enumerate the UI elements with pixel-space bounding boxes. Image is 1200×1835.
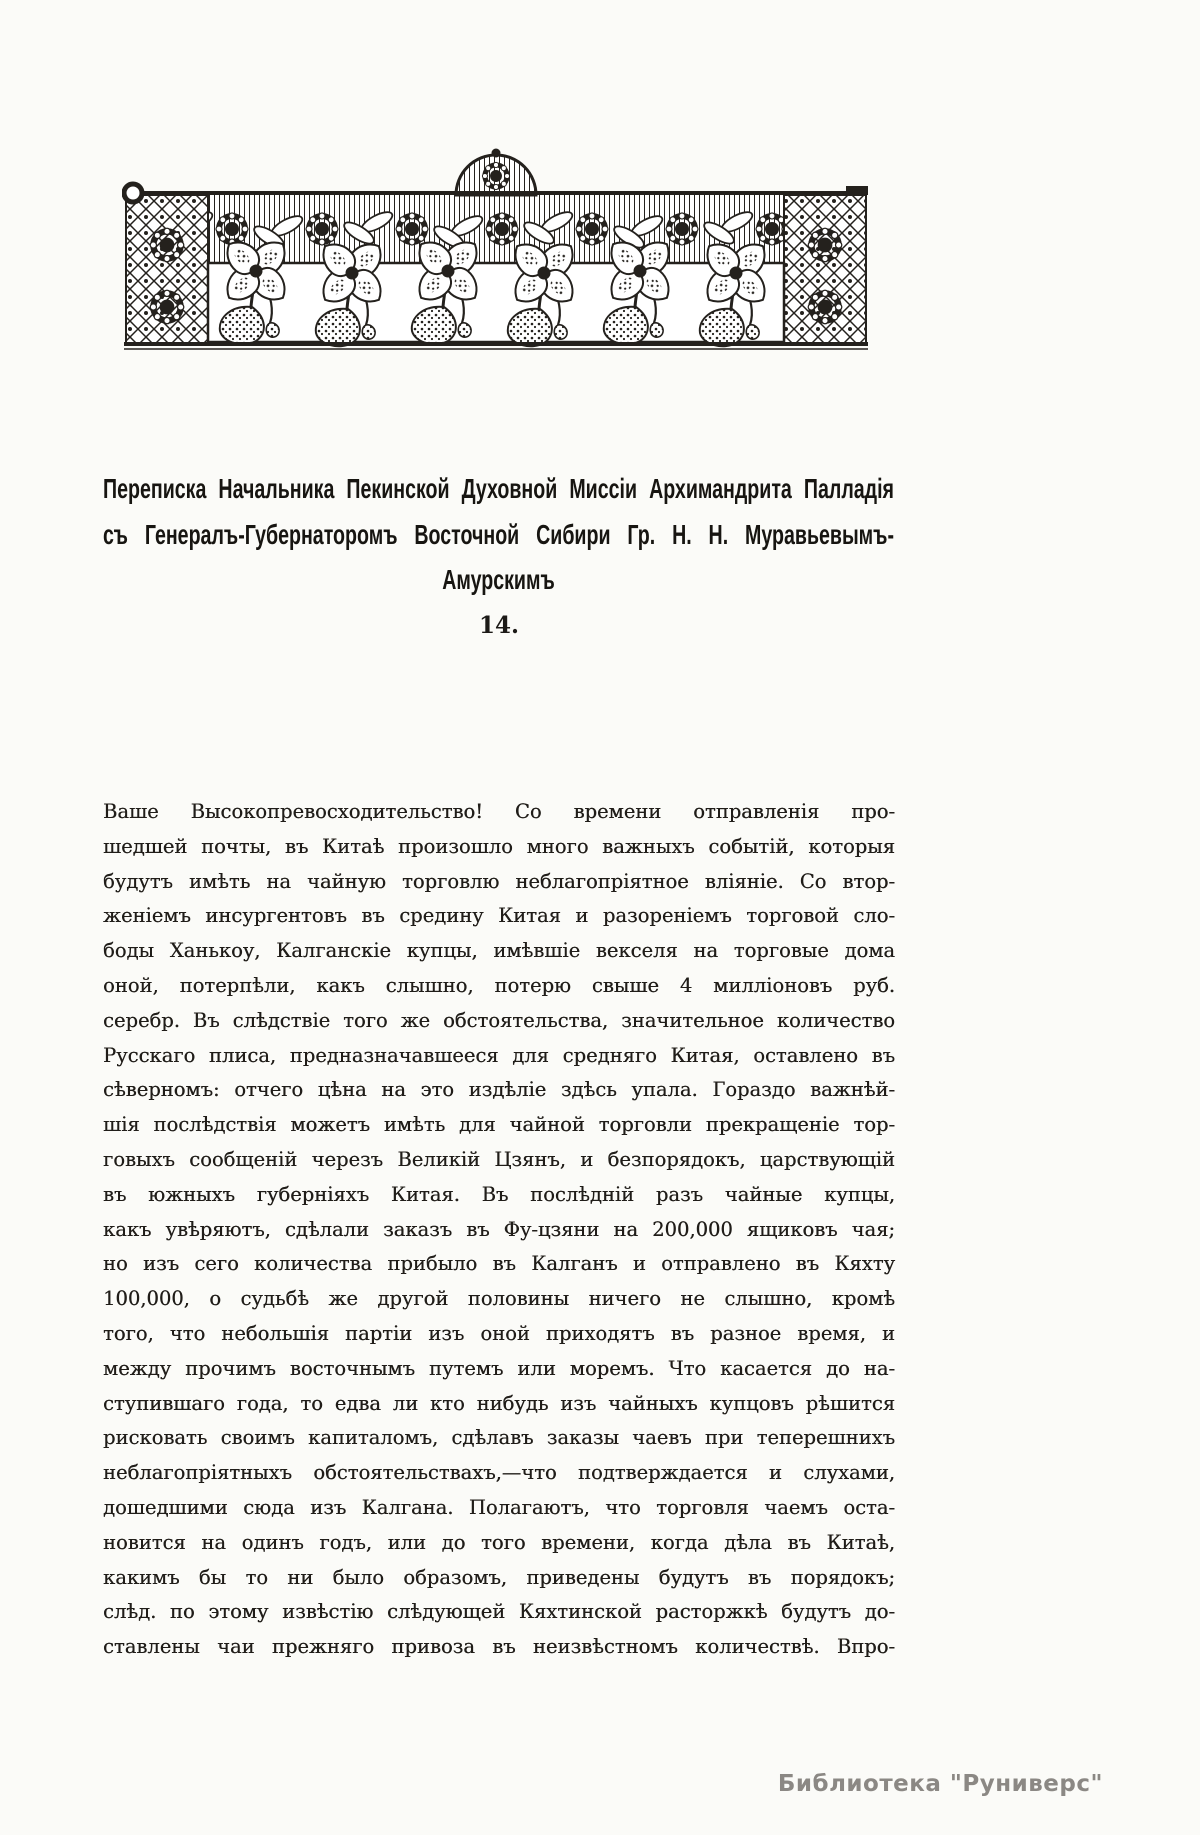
body-text-line: сѣверномъ: отчего цѣна на это издѣліе здѣсь упала. Гораздо важнѣй- — [103, 1078, 895, 1102]
body-text-line: между прочимъ восточнымъ путемъ или моремъ. Что касается до на- — [103, 1356, 895, 1380]
body-text-line: серебр. Въ слѣдствіе того же обстоятельства, значительное количество — [103, 1008, 895, 1032]
body-text-line: неблагопріятныхъ обстоятельствахъ,—что подтверждается и слухами, — [103, 1461, 895, 1485]
body-text-line: въ южныхъ губерніяхъ Китая. Въ послѣдній разъ чайные купцы, — [103, 1182, 895, 1206]
body-text-line: шедшей почты, въ Китаѣ произошло много важныхъ событій, которыя — [103, 834, 895, 858]
body-text-line: ставлены чаи прежняго привоза въ неизвѣстномъ количествѣ. Впро- — [103, 1635, 895, 1659]
body-text-line: ступившаго года, то едва ли кто нибудь изъ чайныхъ купцовъ рѣшится — [103, 1391, 895, 1415]
letter-number-heading: 14. — [478, 612, 519, 639]
article-title-line: Амурскимъ — [442, 564, 555, 595]
body-text-line: дошедшими сюда изъ Калгана. Полагаютъ, что торговля чаемъ оста- — [103, 1495, 895, 1519]
body-text-line: Ваше Высокопревосходительство! Со времени отправленія про- — [103, 800, 895, 823]
article-title-line: Переписка Начальника Пекинской Духовной Миссіи Архимандрита Палладія — [103, 473, 894, 504]
body-text-line: женіемъ инсургентовъ въ средину Китая и разореніемъ торговой сло- — [103, 904, 895, 928]
body-text-line: говыхъ сообщеній черезъ Великій Цзянъ, и безпорядокъ, царствующій — [103, 1147, 895, 1171]
body-text-line: рисковать своимъ капиталомъ, сдѣлавъ заказы чаевъ при теперешнихъ — [103, 1426, 895, 1450]
body-text-line: боды Ханькоу, Калганскіе купцы, имѣвшіе векселя на торговые дома — [103, 939, 895, 963]
letter-body — [103, 795, 895, 1665]
body-text-line: слѣд. по этому извѣстію слѣдующей Кяхтинской расторжкѣ будутъ до- — [103, 1600, 895, 1624]
article-title-line: съ Генералъ-Губернаторомъ Восточной Сибири Гр. Н. Н. Муравьевымъ- — [103, 518, 894, 550]
body-text-line: какимъ бы то ни было образомъ, приведены будутъ въ порядокъ; — [103, 1565, 895, 1589]
body-text-line: будутъ имѣть на чайную торговлю неблагопріятное вліяніе. Со втор- — [103, 869, 895, 893]
body-text-line: оной, потерпѣли, какъ слышно, потерю свыше 4 милліоновъ руб. — [103, 973, 895, 997]
body-text-line: новится на одинъ годъ, или до того времени, когда дѣла въ Китаѣ, — [103, 1530, 895, 1554]
runivers-library-watermark: Библиотека "Руниверс" — [777, 1771, 1103, 1797]
body-text-line: того, что небольшія партіи изъ оной приходятъ въ разное время, и — [103, 1321, 895, 1345]
body-text-line: но изъ сего количества прибыло въ Калганъ и отправлено въ Кяхту — [103, 1252, 895, 1276]
body-text-line: 100,000, о судьбѣ же другой половины ничего не слышно, кромѣ — [103, 1287, 895, 1311]
floral-woodcut-headpiece-icon — [122, 145, 870, 352]
body-text-line: Русскаго плиса, предназначавшееся для средняго Китая, оставлено въ — [103, 1043, 895, 1067]
article-title — [103, 466, 894, 603]
body-text-line: какъ увѣряютъ, сдѣлали заказъ въ Фу-цзяни на 200,000 ящиковъ чая; — [103, 1217, 895, 1241]
body-text-line: шія послѣдствія можетъ имѣть для чайной торговли прекращеніе тор- — [103, 1113, 895, 1137]
